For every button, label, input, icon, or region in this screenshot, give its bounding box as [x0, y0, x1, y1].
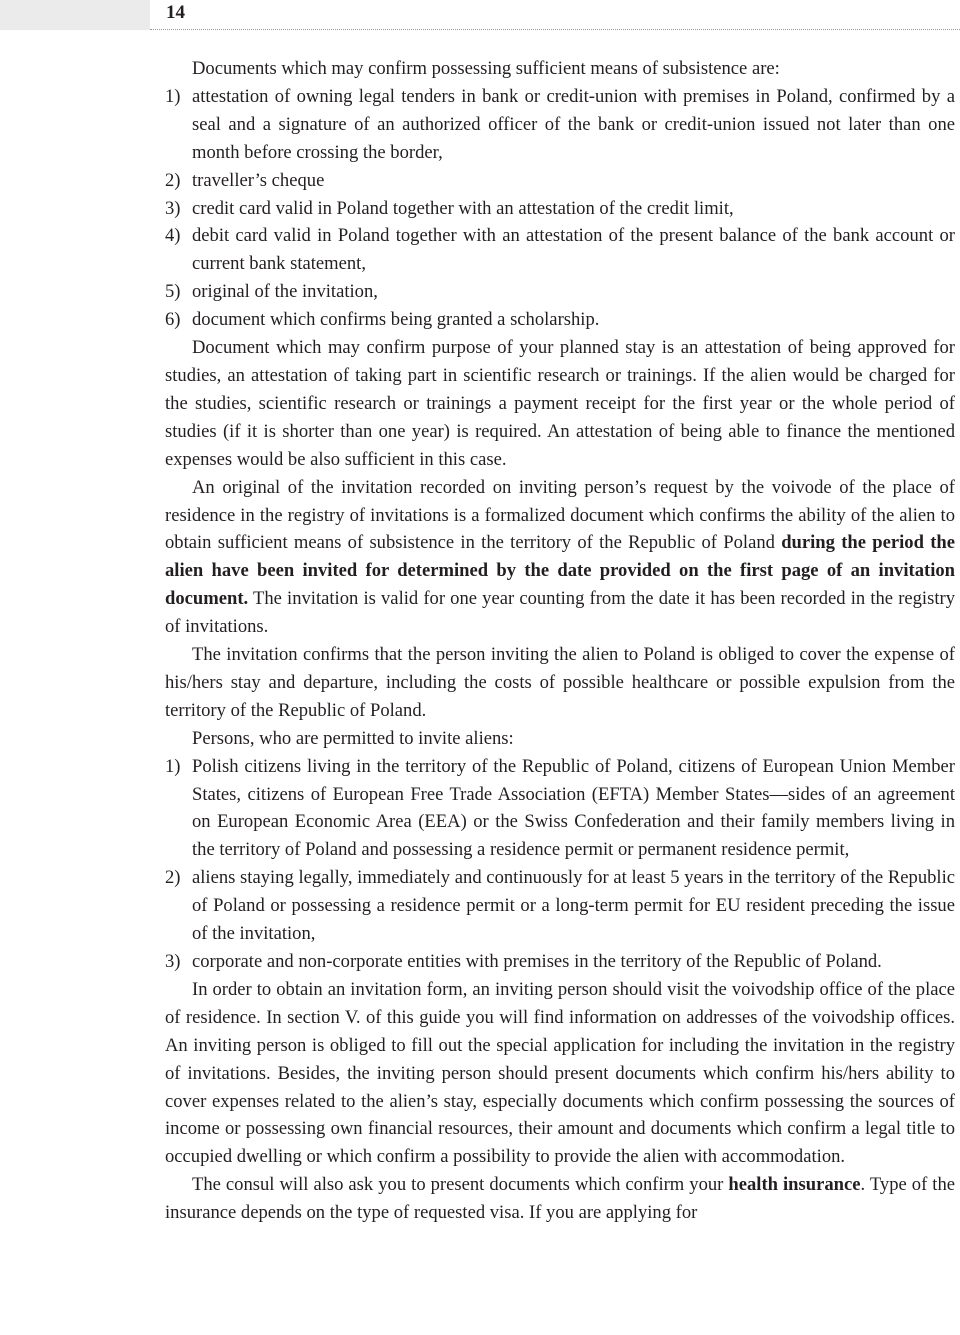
list-item: [165, 753, 955, 865]
form-paragraph: In order to obtain an invitation form, an inviting person should visit the voivodship office of the place of residence. In section V. of this guide you will find information on addresses of the voivodship offices. An inviting person is obliged to fill out the special application for including the invitation in the registry of invitations. Besides, the inviting person should present documents which confirm his/hers ability to cover expenses related to the alien’s stay, especially documents which confirm possessing the sources of income or possessing own financial resources, their amount and documents which confirm a legal title to occupied dwelling or which confirm a possibility to provide the alien with accommodation.: [165, 978, 955, 1168]
means-list: [165, 83, 955, 334]
list-item-text: credit card valid in Poland together with an attestation of the credit limit,: [192, 197, 734, 219]
list-item: [165, 83, 955, 167]
invitation-text-bold: during the period the alien have been invited for determined by the date provided on the first page of an invitation document.: [165, 532, 955, 610]
list-item: [165, 278, 955, 306]
persons-list: [165, 753, 955, 976]
list-item-text: document which confirms being granted a scholarship.: [192, 309, 600, 331]
list-item-number: 2): [165, 867, 181, 889]
invitation-paragraph: [165, 474, 955, 641]
purpose-paragraph: Document which may confirm purpose of your planned stay is an attestation of being approved for studies, an attestation of taking part in scientific research or trainings. If the alien would be charged for the studies, scientific research or trainings a payment receipt for the first year or the whole period of studies (if it is shorter than one year) is required. An attestation of being able to finance the mentioned expenses would be also sufficient in this case.: [165, 337, 955, 470]
list-item-text: traveller’s cheque: [192, 169, 325, 191]
consul-paragraph: [165, 1171, 955, 1227]
list-item-number: 4): [165, 225, 181, 247]
page-number: 14: [166, 2, 185, 23]
consul-text-bold: health insurance: [728, 1174, 861, 1196]
list-item: [165, 864, 955, 948]
consul-text-end: . Type of the insurance depends on the type of requested visa. If you are applying for: [165, 1174, 956, 1224]
list-item-number: 3): [165, 951, 181, 972]
list-item-number: 3): [165, 197, 181, 219]
list-item-number: 1): [165, 85, 181, 107]
list-item: [165, 306, 955, 334]
list-item-text: original of the invitation,: [192, 281, 378, 303]
list-item-text: debit card valid in Poland together with an attestation of the present balance of the bank account or current bank statement,: [192, 225, 955, 275]
page-number-box: [0, 0, 150, 30]
consul-text-start: The consul will also ask you to present documents which confirm your: [192, 1174, 729, 1196]
list-item: [165, 195, 955, 223]
list-item-number: 6): [165, 309, 181, 331]
list-item-text: aliens staying legally, immediately and continuously for at least 5 years in the territory of the Republic of Poland or possessing a residence permit or a long-term permit for EU resident preceding the issue of the invitation,: [192, 867, 955, 945]
list-item: [165, 167, 955, 195]
list-item: [165, 222, 955, 278]
intro-persons-paragraph: Persons, who are permitted to invite aliens:: [192, 727, 514, 749]
list-item-text: attestation of owning legal tenders in bank or credit-union with premises in Poland, confirmed by a seal and a signature of an authorized officer of the bank or credit-union issued not later than one month before crossing the border,: [192, 85, 955, 163]
list-item-text: corporate and non-corporate entities with premises in the territory of the Republic of Poland.: [192, 951, 882, 972]
invitation-text-start: An original of the invitation recorded on inviting person’s request by the voivode of the place of residence in the registry of invitations is a formalized document which confirms the ability of the alien to obtain sufficient means of subsistence in the territory of the Republic of Poland: [165, 476, 955, 554]
list-item: [165, 948, 955, 976]
page-header: [0, 0, 960, 30]
list-item-number: 2): [165, 169, 181, 191]
list-item-text: Polish citizens living in the territory of the Republic of Poland, citizens of European Union Member States, citizens of European Free Trade Association (EFTA) Member States—sides of an agreement on European Economic Area (EEA) or the Swiss Confederation and their family members living in the territory of Poland and possessing a residence permit or permanent residence permit,: [192, 755, 955, 861]
intro-means-paragraph: Documents which may confirm possessing sufficient means of subsistence are:: [192, 58, 780, 79]
list-item-number: 1): [165, 755, 181, 777]
header-dotted-rule: [150, 29, 960, 30]
obliged-paragraph: The invitation confirms that the person inviting the alien to Poland is obliged to cover the expense of his/hers stay and departure, including the costs of possible healthcare or possible expulsion from the territory of the Republic of Poland.: [165, 644, 955, 721]
list-item-number: 5): [165, 281, 181, 303]
invitation-text-end: The invitation is valid for one year counting from the date it has been recorded in the registry of invitations.: [165, 588, 955, 638]
page-body: [165, 55, 955, 1227]
